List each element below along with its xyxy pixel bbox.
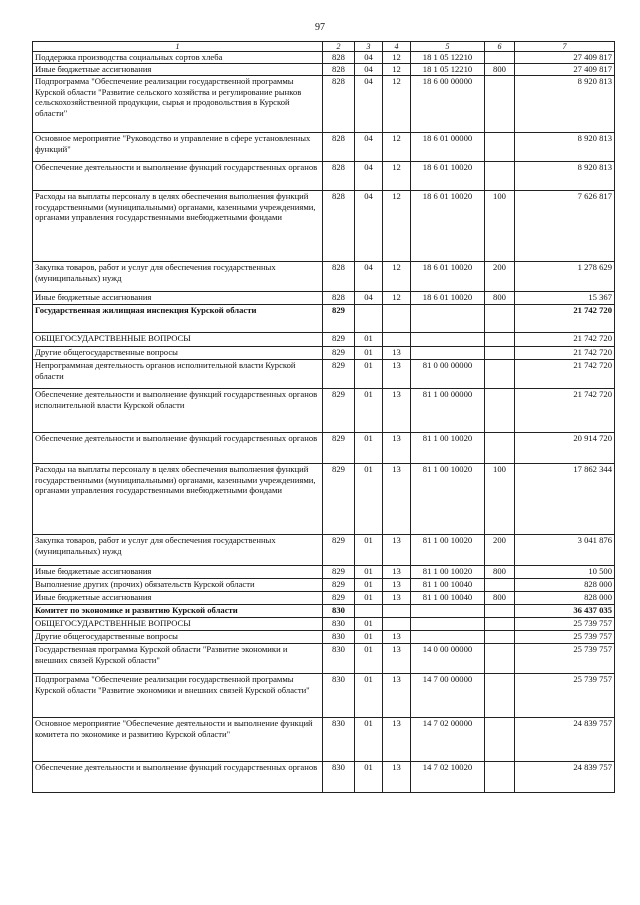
section-code-cell: 01 xyxy=(355,674,383,718)
target-article-cell: 18 1 05 12210 xyxy=(411,52,485,64)
ministry-code-cell: 829 xyxy=(323,389,355,433)
subsection-code-cell: 13 xyxy=(383,433,411,464)
section-code-cell: 01 xyxy=(355,631,383,644)
section-code-cell: 01 xyxy=(355,579,383,592)
subsection-code-cell: 13 xyxy=(383,644,411,674)
amount-cell: 8 920 813 xyxy=(515,162,615,191)
row-name-cell: Подпрограмма "Обеспечение реализации государственной программы Курской области "Развитие сельского хозяйства и регулирование рынков сельскохозяйственной продукции, сырья и продовольствия в Курской области" xyxy=(33,76,323,133)
table-row xyxy=(33,133,615,162)
subsection-code-cell: 13 xyxy=(383,464,411,535)
table-row xyxy=(33,162,615,191)
section-code-cell: 01 xyxy=(355,433,383,464)
amount-cell: 17 862 344 xyxy=(515,464,615,535)
expense-type-cell xyxy=(485,631,515,644)
row-name-cell: Расходы на выплаты персоналу в целях обеспечения выполнения функций государственными (муниципальными) органами, казенными учреждениями, органами управления государственными внебюджетными фондами xyxy=(33,464,323,535)
column-number: 5 xyxy=(411,42,485,52)
ministry-code-cell: 829 xyxy=(323,592,355,605)
subsection-code-cell: 12 xyxy=(383,262,411,292)
ministry-code-cell: 828 xyxy=(323,52,355,64)
ministry-code-cell: 829 xyxy=(323,305,355,333)
subsection-code-cell: 13 xyxy=(383,579,411,592)
expense-type-cell xyxy=(485,162,515,191)
row-name-cell: Государственная программа Курской области "Развитие экономики и внешних связей Курской области" xyxy=(33,644,323,674)
amount-cell: 10 500 xyxy=(515,566,615,579)
amount-cell: 27 409 817 xyxy=(515,52,615,64)
target-article-cell: 14 7 02 00000 xyxy=(411,718,485,762)
amount-cell: 24 839 757 xyxy=(515,718,615,762)
subsection-code-cell xyxy=(383,618,411,631)
section-code-cell: 04 xyxy=(355,262,383,292)
ministry-code-cell: 829 xyxy=(323,333,355,347)
expense-type-cell xyxy=(485,333,515,347)
subsection-code-cell: 13 xyxy=(383,631,411,644)
row-name-cell: Другие общегосударственные вопросы xyxy=(33,631,323,644)
column-number: 1 xyxy=(33,42,323,52)
table-row xyxy=(33,52,615,64)
target-article-cell: 18 6 01 10020 xyxy=(411,162,485,191)
subsection-code-cell: 12 xyxy=(383,52,411,64)
ministry-code-cell: 829 xyxy=(323,566,355,579)
row-name-cell: Обеспечение деятельности и выполнение функций государственных органов xyxy=(33,433,323,464)
target-article-cell: 18 6 01 10020 xyxy=(411,262,485,292)
subsection-code-cell: 13 xyxy=(383,592,411,605)
target-article-cell: 81 1 00 10040 xyxy=(411,592,485,605)
section-code-cell: 01 xyxy=(355,566,383,579)
target-article-cell xyxy=(411,605,485,618)
subsection-code-cell: 13 xyxy=(383,566,411,579)
row-name-cell: Закупка товаров, работ и услуг для обеспечения государственных (муниципальных) нужд xyxy=(33,535,323,566)
row-name-cell: Обеспечение деятельности и выполнение функций государственных органов xyxy=(33,762,323,793)
subsection-code-cell xyxy=(383,333,411,347)
target-article-cell: 18 1 05 12210 xyxy=(411,64,485,76)
expense-type-cell xyxy=(485,360,515,389)
table-row xyxy=(33,389,615,433)
ministry-code-cell: 830 xyxy=(323,762,355,793)
target-article-cell xyxy=(411,347,485,360)
expense-type-cell: 800 xyxy=(485,292,515,305)
target-article-cell: 14 7 00 00000 xyxy=(411,674,485,718)
row-name-cell: Основное мероприятие "Руководство и управление в сфере установленных функций" xyxy=(33,133,323,162)
amount-cell: 828 000 xyxy=(515,592,615,605)
amount-cell: 1 278 629 xyxy=(515,262,615,292)
ministry-code-cell: 829 xyxy=(323,535,355,566)
row-name-cell: ОБЩЕГОСУДАРСТВЕННЫЕ ВОПРОСЫ xyxy=(33,333,323,347)
subsection-code-cell: 13 xyxy=(383,718,411,762)
ministry-code-cell: 830 xyxy=(323,618,355,631)
row-name-cell: Иные бюджетные ассигнования xyxy=(33,566,323,579)
expense-type-cell xyxy=(485,762,515,793)
ministry-code-cell: 828 xyxy=(323,292,355,305)
column-number: 7 xyxy=(515,42,615,52)
column-number: 6 xyxy=(485,42,515,52)
row-name-cell: Иные бюджетные ассигнования xyxy=(33,592,323,605)
expense-type-cell xyxy=(485,52,515,64)
amount-cell: 36 437 035 xyxy=(515,605,615,618)
expense-type-cell xyxy=(485,305,515,333)
target-article-cell: 14 0 00 00000 xyxy=(411,644,485,674)
target-article-cell: 81 1 00 10020 xyxy=(411,433,485,464)
amount-cell: 27 409 817 xyxy=(515,64,615,76)
amount-cell: 25 739 757 xyxy=(515,644,615,674)
row-name-cell: Другие общегосударственные вопросы xyxy=(33,347,323,360)
expense-type-cell: 800 xyxy=(485,64,515,76)
amount-cell: 8 920 813 xyxy=(515,133,615,162)
column-number: 4 xyxy=(383,42,411,52)
table-row xyxy=(33,644,615,674)
row-name-cell: Комитет по экономике и развитию Курской области xyxy=(33,605,323,618)
table-row xyxy=(33,433,615,464)
row-name-cell: Подпрограмма "Обеспечение реализации государственной программы Курской области "Развитие экономики и внешних связей Курской области" xyxy=(33,674,323,718)
section-code-cell: 01 xyxy=(355,618,383,631)
row-name-cell: Непрограммная деятельность органов исполнительной власти Курской области xyxy=(33,360,323,389)
section-code-cell: 04 xyxy=(355,191,383,262)
table-row xyxy=(33,718,615,762)
table-row xyxy=(33,535,615,566)
target-article-cell: 81 1 00 00000 xyxy=(411,389,485,433)
table-row xyxy=(33,579,615,592)
section-code-cell: 04 xyxy=(355,64,383,76)
subsection-code-cell: 13 xyxy=(383,389,411,433)
ministry-code-cell: 828 xyxy=(323,162,355,191)
section-code-cell xyxy=(355,605,383,618)
expense-type-cell xyxy=(485,718,515,762)
target-article-cell xyxy=(411,618,485,631)
section-code-cell: 04 xyxy=(355,133,383,162)
amount-cell: 21 742 720 xyxy=(515,333,615,347)
amount-cell: 25 739 757 xyxy=(515,631,615,644)
amount-cell: 828 000 xyxy=(515,579,615,592)
table-row xyxy=(33,191,615,262)
subsection-code-cell: 13 xyxy=(383,762,411,793)
section-code-cell: 01 xyxy=(355,464,383,535)
column-number: 3 xyxy=(355,42,383,52)
subsection-code-cell: 12 xyxy=(383,162,411,191)
row-name-cell: Иные бюджетные ассигнования xyxy=(33,64,323,76)
section-code-cell: 01 xyxy=(355,333,383,347)
ministry-code-cell: 829 xyxy=(323,347,355,360)
target-article-cell: 18 6 00 00000 xyxy=(411,76,485,133)
row-name-cell: Основное мероприятие "Обеспечение деятельности и выполнение функций комитета по экономике и развитию Курской области" xyxy=(33,718,323,762)
ministry-code-cell: 828 xyxy=(323,262,355,292)
target-article-cell: 81 1 00 10040 xyxy=(411,579,485,592)
table-row xyxy=(33,347,615,360)
table-row xyxy=(33,566,615,579)
table-row xyxy=(33,762,615,793)
target-article-cell: 18 6 01 10020 xyxy=(411,292,485,305)
target-article-cell: 81 0 00 00000 xyxy=(411,360,485,389)
row-name-cell: Закупка товаров, работ и услуг для обеспечения государственных (муниципальных) нужд xyxy=(33,262,323,292)
table-row xyxy=(33,64,615,76)
table-row xyxy=(33,605,615,618)
ministry-code-cell: 828 xyxy=(323,191,355,262)
amount-cell: 3 041 876 xyxy=(515,535,615,566)
row-name-cell: ОБЩЕГОСУДАРСТВЕННЫЕ ВОПРОСЫ xyxy=(33,618,323,631)
target-article-cell: 81 1 00 10020 xyxy=(411,535,485,566)
subsection-code-cell: 12 xyxy=(383,76,411,133)
amount-cell: 21 742 720 xyxy=(515,389,615,433)
section-code-cell: 04 xyxy=(355,52,383,64)
section-code-cell: 01 xyxy=(355,762,383,793)
row-name-cell: Обеспечение деятельности и выполнение функций государственных органов исполнительной власти Курской области xyxy=(33,389,323,433)
row-name-cell: Обеспечение деятельности и выполнение функций государственных органов xyxy=(33,162,323,191)
target-article-cell xyxy=(411,305,485,333)
table-row xyxy=(33,333,615,347)
subsection-code-cell: 12 xyxy=(383,133,411,162)
ministry-code-cell: 830 xyxy=(323,605,355,618)
target-article-cell: 18 6 01 00000 xyxy=(411,133,485,162)
expense-type-cell xyxy=(485,76,515,133)
subsection-code-cell: 12 xyxy=(383,292,411,305)
expense-type-cell: 100 xyxy=(485,464,515,535)
target-article-cell xyxy=(411,333,485,347)
expense-type-cell: 800 xyxy=(485,566,515,579)
subsection-code-cell: 13 xyxy=(383,360,411,389)
amount-cell: 25 739 757 xyxy=(515,674,615,718)
section-code-cell xyxy=(355,305,383,333)
ministry-code-cell: 828 xyxy=(323,64,355,76)
subsection-code-cell: 12 xyxy=(383,191,411,262)
expense-type-cell: 200 xyxy=(485,262,515,292)
row-name-cell: Поддержка производства социальных сортов хлеба xyxy=(33,52,323,64)
expense-type-cell xyxy=(485,579,515,592)
target-article-cell: 81 1 00 10020 xyxy=(411,566,485,579)
amount-cell: 25 739 757 xyxy=(515,618,615,631)
section-code-cell: 01 xyxy=(355,718,383,762)
section-code-cell: 01 xyxy=(355,644,383,674)
amount-cell: 15 367 xyxy=(515,292,615,305)
amount-cell: 8 920 813 xyxy=(515,76,615,133)
ministry-code-cell: 830 xyxy=(323,674,355,718)
section-code-cell: 01 xyxy=(355,347,383,360)
expense-type-cell: 100 xyxy=(485,191,515,262)
expense-type-cell xyxy=(485,347,515,360)
expense-type-cell xyxy=(485,133,515,162)
expense-type-cell: 800 xyxy=(485,592,515,605)
target-article-cell: 18 6 01 10020 xyxy=(411,191,485,262)
ministry-code-cell: 828 xyxy=(323,76,355,133)
column-number: 2 xyxy=(323,42,355,52)
page-number: 97 xyxy=(315,22,325,33)
section-code-cell: 04 xyxy=(355,162,383,191)
expense-type-cell xyxy=(485,433,515,464)
table-row xyxy=(33,262,615,292)
ministry-code-cell: 829 xyxy=(323,433,355,464)
section-code-cell: 01 xyxy=(355,360,383,389)
table-row xyxy=(33,631,615,644)
subsection-code-cell: 13 xyxy=(383,347,411,360)
target-article-cell: 14 7 02 10020 xyxy=(411,762,485,793)
ministry-code-cell: 829 xyxy=(323,360,355,389)
row-name-cell: Государственная жилищная инспекция Курской области xyxy=(33,305,323,333)
table-row xyxy=(33,76,615,133)
section-code-cell: 04 xyxy=(355,292,383,305)
amount-cell: 24 839 757 xyxy=(515,762,615,793)
section-code-cell: 01 xyxy=(355,535,383,566)
amount-cell: 20 914 720 xyxy=(515,433,615,464)
ministry-code-cell: 830 xyxy=(323,644,355,674)
column-numbers-row xyxy=(33,42,615,52)
target-article-cell: 81 1 00 10020 xyxy=(411,464,485,535)
table-row xyxy=(33,305,615,333)
expense-type-cell xyxy=(485,389,515,433)
amount-cell: 21 742 720 xyxy=(515,347,615,360)
section-code-cell: 04 xyxy=(355,76,383,133)
amount-cell: 7 626 817 xyxy=(515,191,615,262)
expense-type-cell xyxy=(485,618,515,631)
table-row xyxy=(33,618,615,631)
expense-type-cell xyxy=(485,605,515,618)
ministry-code-cell: 828 xyxy=(323,133,355,162)
expense-type-cell xyxy=(485,644,515,674)
ministry-code-cell: 830 xyxy=(323,631,355,644)
subsection-code-cell: 13 xyxy=(383,674,411,718)
section-code-cell: 01 xyxy=(355,389,383,433)
target-article-cell xyxy=(411,631,485,644)
expense-type-cell: 200 xyxy=(485,535,515,566)
budget-table xyxy=(32,41,615,793)
table-row xyxy=(33,674,615,718)
subsection-code-cell xyxy=(383,305,411,333)
ministry-code-cell: 829 xyxy=(323,464,355,535)
row-name-cell: Иные бюджетные ассигнования xyxy=(33,292,323,305)
table-row xyxy=(33,592,615,605)
subsection-code-cell: 13 xyxy=(383,535,411,566)
table-row xyxy=(33,292,615,305)
subsection-code-cell xyxy=(383,605,411,618)
section-code-cell: 01 xyxy=(355,592,383,605)
row-name-cell: Выполнение других (прочих) обязательств Курской области xyxy=(33,579,323,592)
expense-type-cell xyxy=(485,674,515,718)
subsection-code-cell: 12 xyxy=(383,64,411,76)
amount-cell: 21 742 720 xyxy=(515,305,615,333)
table-row xyxy=(33,464,615,535)
table-row xyxy=(33,360,615,389)
ministry-code-cell: 830 xyxy=(323,718,355,762)
amount-cell: 21 742 720 xyxy=(515,360,615,389)
ministry-code-cell: 829 xyxy=(323,579,355,592)
row-name-cell: Расходы на выплаты персоналу в целях обеспечения выполнения функций государственными (муниципальными) органами, казенными учреждениями, органами управления государственными внебюджетными фондами xyxy=(33,191,323,262)
